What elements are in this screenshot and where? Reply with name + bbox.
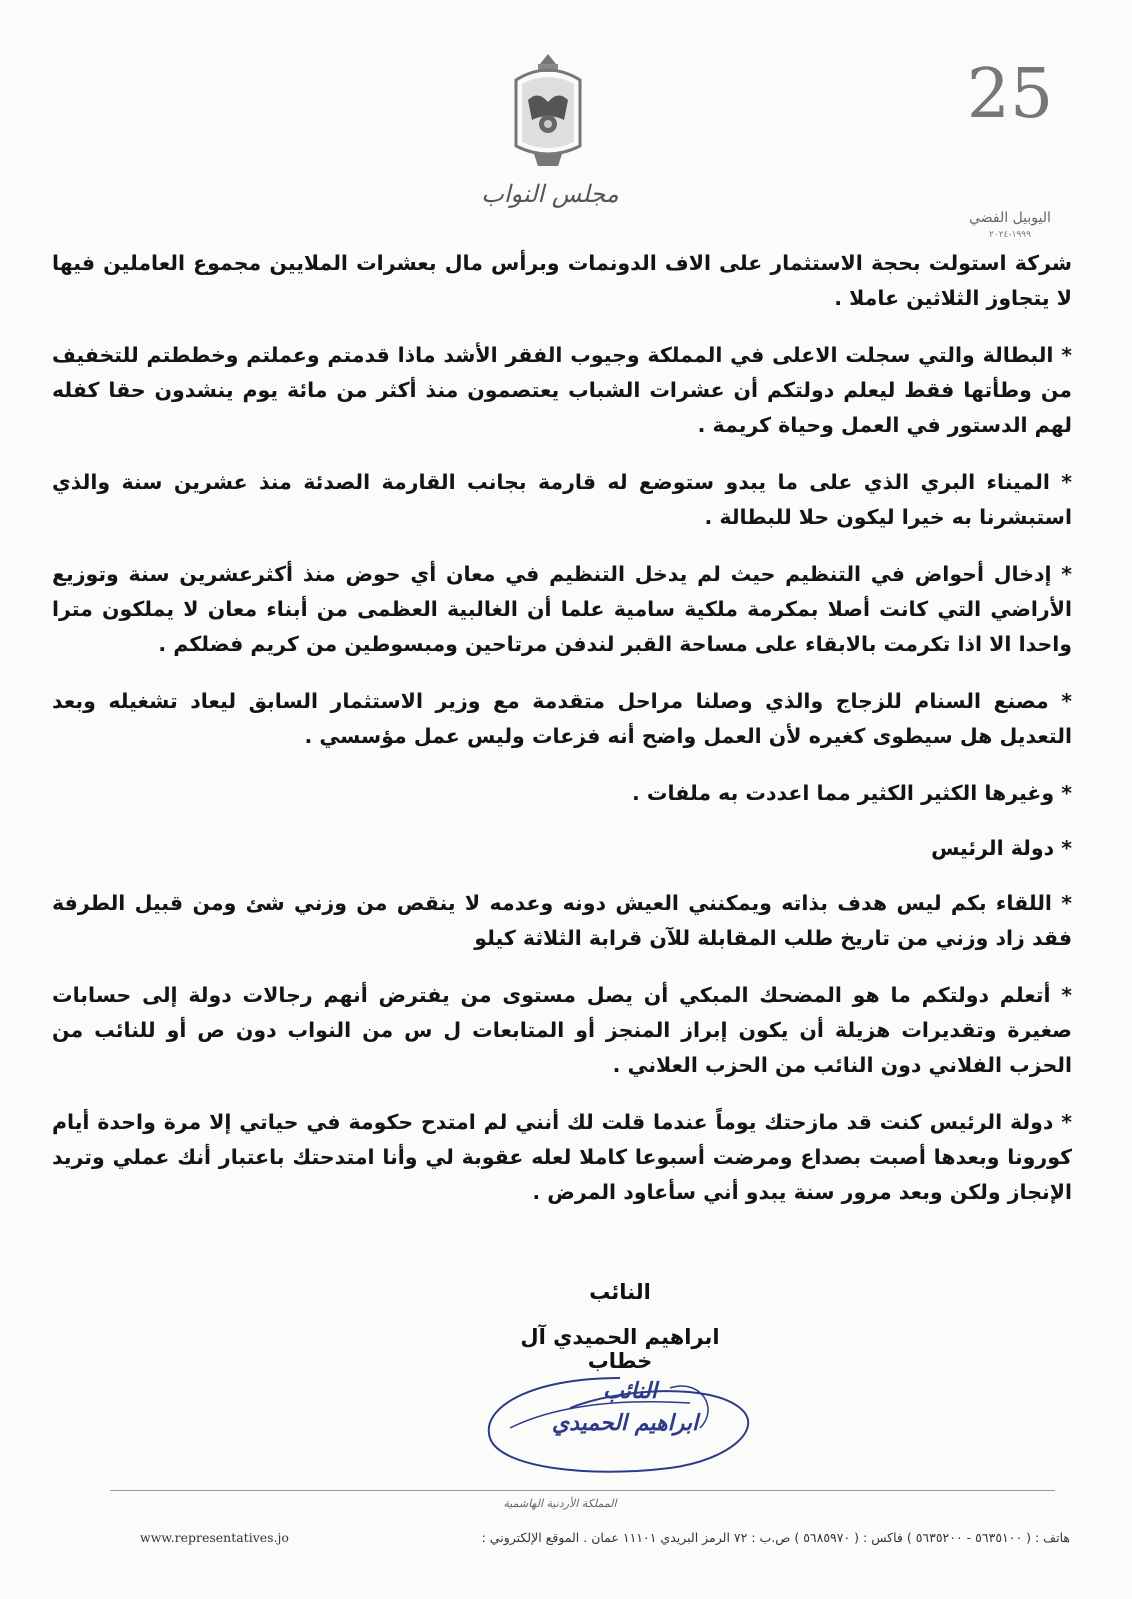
footer-website-link[interactable]: www.representatives.jo	[140, 1530, 289, 1545]
council-name: مجلس النواب	[481, 180, 619, 208]
jubilee-logo	[960, 55, 1060, 240]
stamp-title: النائب	[603, 1378, 657, 1404]
footer-emblem-text: المملكة الأردنية الهاشمية	[503, 1497, 617, 1510]
footer-contact: هاتف : ( ٥٦٣٥١٠٠ - ٥٦٣٥٢٠٠ ) فاكس : ( ٥٦٨٥٩٧٠ ) ص.ب : ٧٢ الرمز البريدي ١١١٠١ عمان . الموقع الإلكتروني :	[481, 1530, 1070, 1545]
signer-name: ابراهيم الحميدي آل خطاب	[520, 1325, 720, 1373]
paragraph: * البطالة والتي سجلت الاعلى في المملكة وجيوب الفقر الأشد ماذا قدمتم وعملتم وخططتم للتخفيف من وطأتها فقط ليعلم دولتكم أن عشرات الشباب يعتصمون منذ أكثر من مائة يوم ينشدون حقا كفله لهم الدستور في العمل وحياة كريمة .	[52, 343, 1072, 437]
signer-title: النائب	[589, 1280, 651, 1304]
paragraph: شركة استولت بحجة الاستثمار على الاف الدونمات وبرأس مال بعشرات الملايين مجموع العاملين فيها لا يتجاوز الثلاثين عاملا .	[52, 251, 1072, 310]
paragraph: * مصنع السنام للزجاج والذي وصلنا مراحل متقدمة مع وزير الاستثمار السابق ليعاد تشغيله وبعد التعديل هل سيطوى كغيره لأن العمل واضح أنه فزعات وليس عمل مؤسسي .	[52, 689, 1072, 748]
paragraph: * إدخال أحواض في التنظيم حيث لم يدخل التنظيم في معان أي حوض منذ أكثرعشرين سنة وتوزيع الأراضي التي كانت أصلا بمكرمة ملكية سامية علما أن الغالبية العظمى من أبناء معان لا يملكون مترا واحدا الا اذا تكرمت بالابقاء على مساحة القبر لندفن مرتاحين ومبسوطين من كريم فضلكم .	[52, 562, 1072, 656]
coat-of-arms-icon	[508, 50, 588, 170]
paragraph: * دولة الرئيس	[931, 836, 1072, 860]
footer-divider	[110, 1490, 1055, 1491]
letter-body	[52, 246, 1072, 1232]
paragraph: * وغيرها الكثير الكثير مما اعددت به ملفات .	[631, 781, 1072, 805]
paragraph: * دولة الرئيس كنت قد مازحتك يوماً عندما قلت لك أنني لم امتدح حكومة في حياتي إلا مرة واحدة أيام كورونا وبعدها أصبت بصداع ومرضت أسبوعا كاملا لعله عقوبة لي وأنا امتدحتك باعتبار أنك عملي وتريد الإنجاز ولكن وبعد مرور سنة يبدو أني سأعاود المرض .	[52, 1110, 1072, 1204]
stamp-name: ابراهيم الحميدي	[551, 1410, 699, 1436]
paragraph: * أتعلم دولتكم ما هو المضحك المبكي أن يصل مستوى من يفترض أنهم رجالات دولة إلى حسابات صغيرة وتقديرات هزيلة أن يكون إبراز المنجز أو المتابعات ل س من النواب دون ص أو للنائب من الحزب الفلاني دون النائب من الحزب العلاني .	[52, 983, 1072, 1077]
jubilee-label: اليوبيل الفضي	[969, 210, 1051, 226]
paragraph: * اللقاء بكم ليس هدف بذاته ويمكنني العيش دونه وعدمه لا ينقص من وزني شئ ومن قبيل الطرفة فقد زاد وزني من تاريخ طلب المقابلة للآن قرابة الثلاثة كيلو	[52, 891, 1072, 950]
jubilee-number: 25	[966, 55, 1054, 134]
jubilee-years: ١٩٩٩-٢٠٢٤	[989, 230, 1031, 240]
paragraph: * الميناء البري الذي على ما يبدو ستوضع له قارمة بجانب القارمة الصدئة منذ عشرين سنة والذي استبشرنا به خيرا ليكون حلا للبطالة .	[52, 470, 1072, 529]
